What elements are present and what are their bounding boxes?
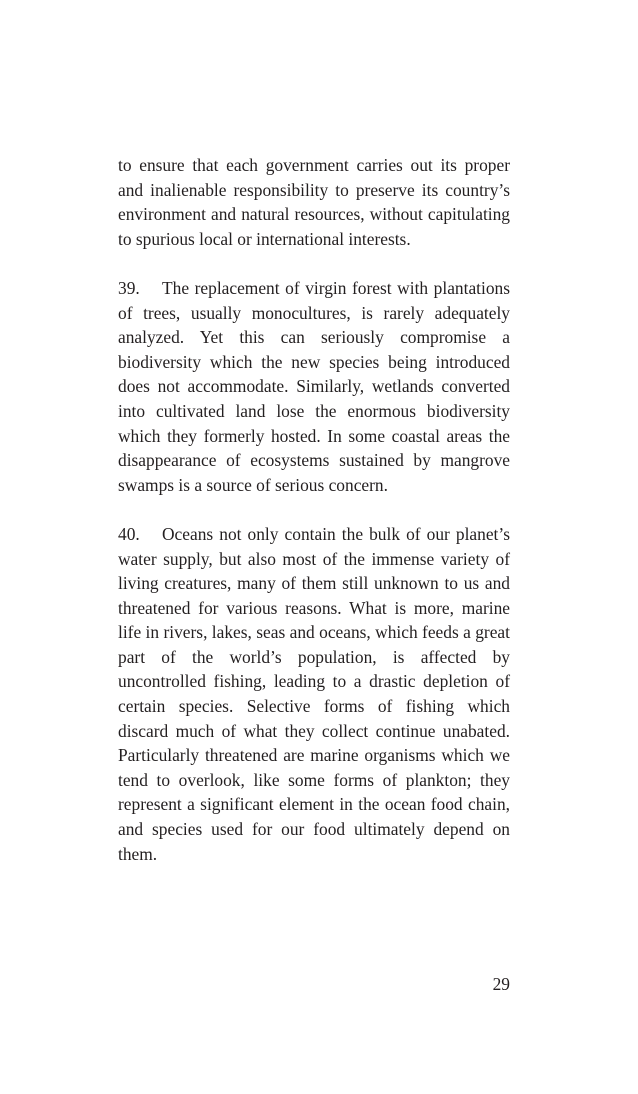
paragraph-text: to ensure that each government carries out its proper and inalienable responsibility to preserve its country’s environment and natural resources, without capitulating to spurious local or international interests. [118, 155, 510, 249]
paragraph-text: Oceans not only contain the bulk of our planet’s water supply, but also most of the immense variety of living creatures, many of them still unknown to us and threatened for various reasons. What is more, marine life in rivers, lakes, seas and oceans, which feeds a great part of the world’s population, is affected by uncontrolled fishing, leading to a drastic depletion of certain species. Selective forms of fishing which discard much of what they collect continue unabated. Particularly threatened are marine organisms which we tend to overlook, like some forms of plankton; they represent a significant element in the ocean food chain, and species used for our food ultimately depend on them. [118, 523, 510, 864]
body-text [118, 153, 510, 891]
paragraph-number: 40. [118, 523, 140, 544]
paragraph-continuation [118, 153, 510, 251]
paragraph-number: 39. [118, 277, 140, 298]
paragraph-40 [118, 522, 510, 866]
paragraph-text: The replacement of virgin forest with plantations of trees, usually monocultures, is rarely adequately analyzed. Yet this can seriously compromise a biodiversity which the new species being introduced does not accommodate. Similarly, wetlands converted into cultivated land lose the enormous biodiversity which they formerly hosted. In some coastal areas the disappearance of ecosystems sustained by mangrove swamps is a source of serious concern. [118, 277, 510, 495]
page-number: 29 [492, 974, 510, 994]
paragraph-39 [118, 276, 510, 497]
